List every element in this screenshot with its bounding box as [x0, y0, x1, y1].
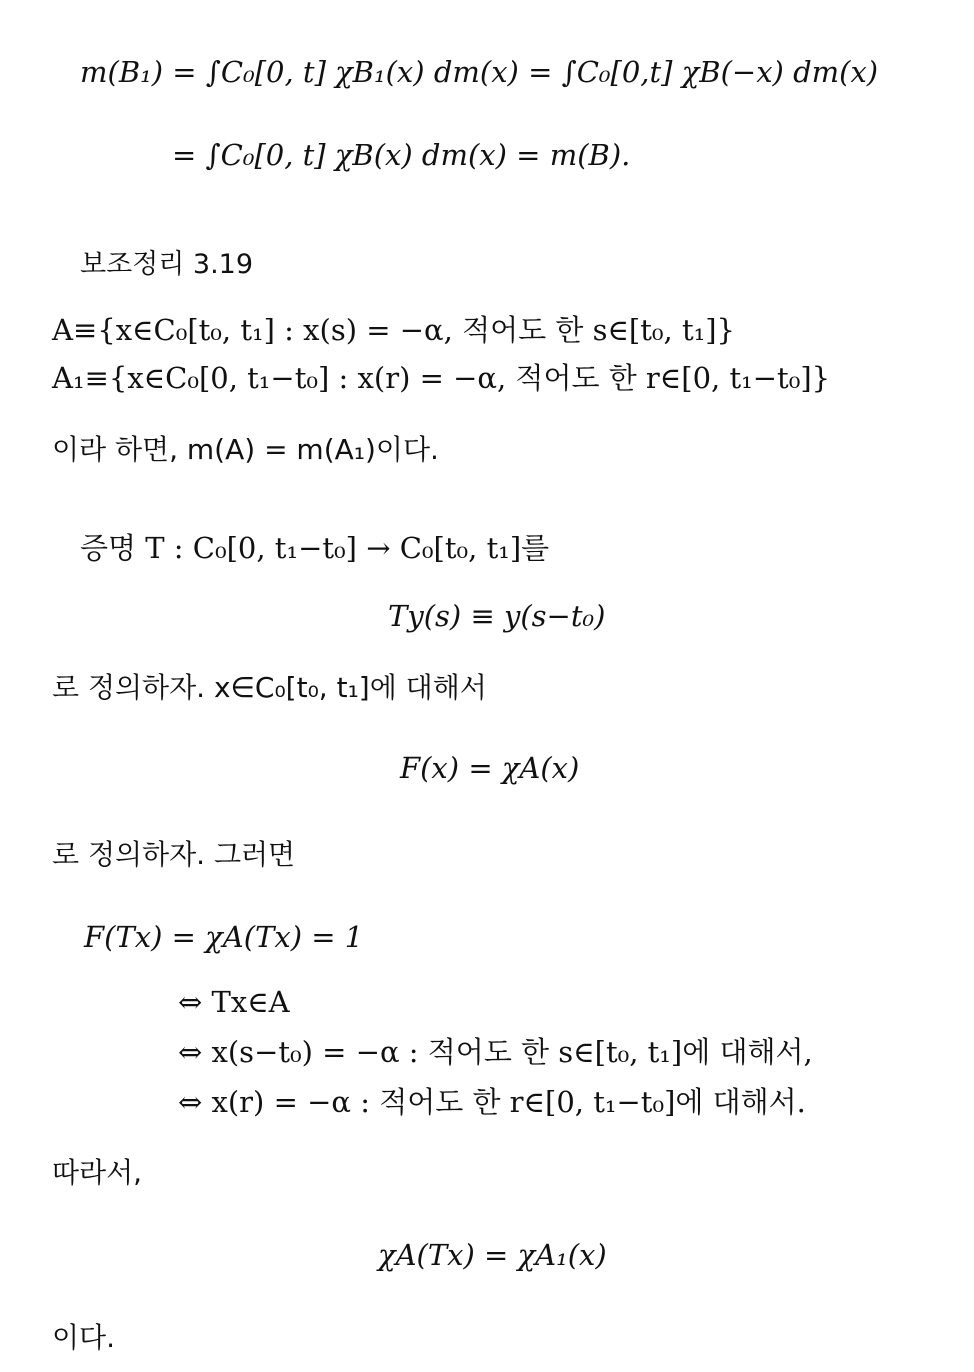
chain-line-2: ⇔ Tx∈A: [178, 985, 290, 1019]
proof-intro: 증명 T : C₀[0, t₁−t₀] → C₀[t₀, t₁]를: [80, 531, 550, 565]
definition-t: Ty(s) ≡ y(s−t₀): [388, 599, 606, 633]
chain-line-1: F(Tx) = χA(Tx) = 1: [84, 920, 364, 954]
proof-define-1: 로 정의하자. x∈C₀[t₀, t₁]에 대해서: [52, 671, 487, 704]
definition-a: A≡{x∈C₀[t₀, t₁] : x(s) = −α, 적어도 한 s∈[t₀, t₁]}: [52, 313, 735, 347]
closing-text: 이다.: [52, 1321, 115, 1354]
chain-line-4: ⇔ x(r) = −α : 적어도 한 r∈[0, t₁−t₀]에 대해서.: [178, 1085, 806, 1119]
definition-a1: A₁≡{x∈C₀[0, t₁−t₀] : x(r) = −α, 적어도 한 r∈[0, t₁−t₀]}: [52, 361, 831, 395]
equation-line-2: = ∫C₀[0, t] χB(x) dm(x) = m(B).: [172, 138, 631, 172]
definition-f: F(x) = χA(x): [400, 751, 580, 785]
therefore-text: 따라서,: [52, 1156, 143, 1189]
result-equation: χA(Tx) = χA₁(x): [378, 1238, 607, 1272]
chain-line-3: ⇔ x(s−t₀) = −α : 적어도 한 s∈[t₀, t₁]에 대해서,: [178, 1035, 813, 1069]
equation-line-1: m(B₁) = ∫C₀[0, t] χB₁(x) dm(x) = ∫C₀[0,t] χB(−x) dm(x): [80, 55, 879, 89]
lemma-conclusion: 이라 하면, m(A) = m(A₁)이다.: [52, 433, 439, 466]
lemma-heading: 보조정리 3.19: [80, 249, 254, 280]
proof-define-2: 로 정의하자. 그러면: [52, 838, 296, 871]
